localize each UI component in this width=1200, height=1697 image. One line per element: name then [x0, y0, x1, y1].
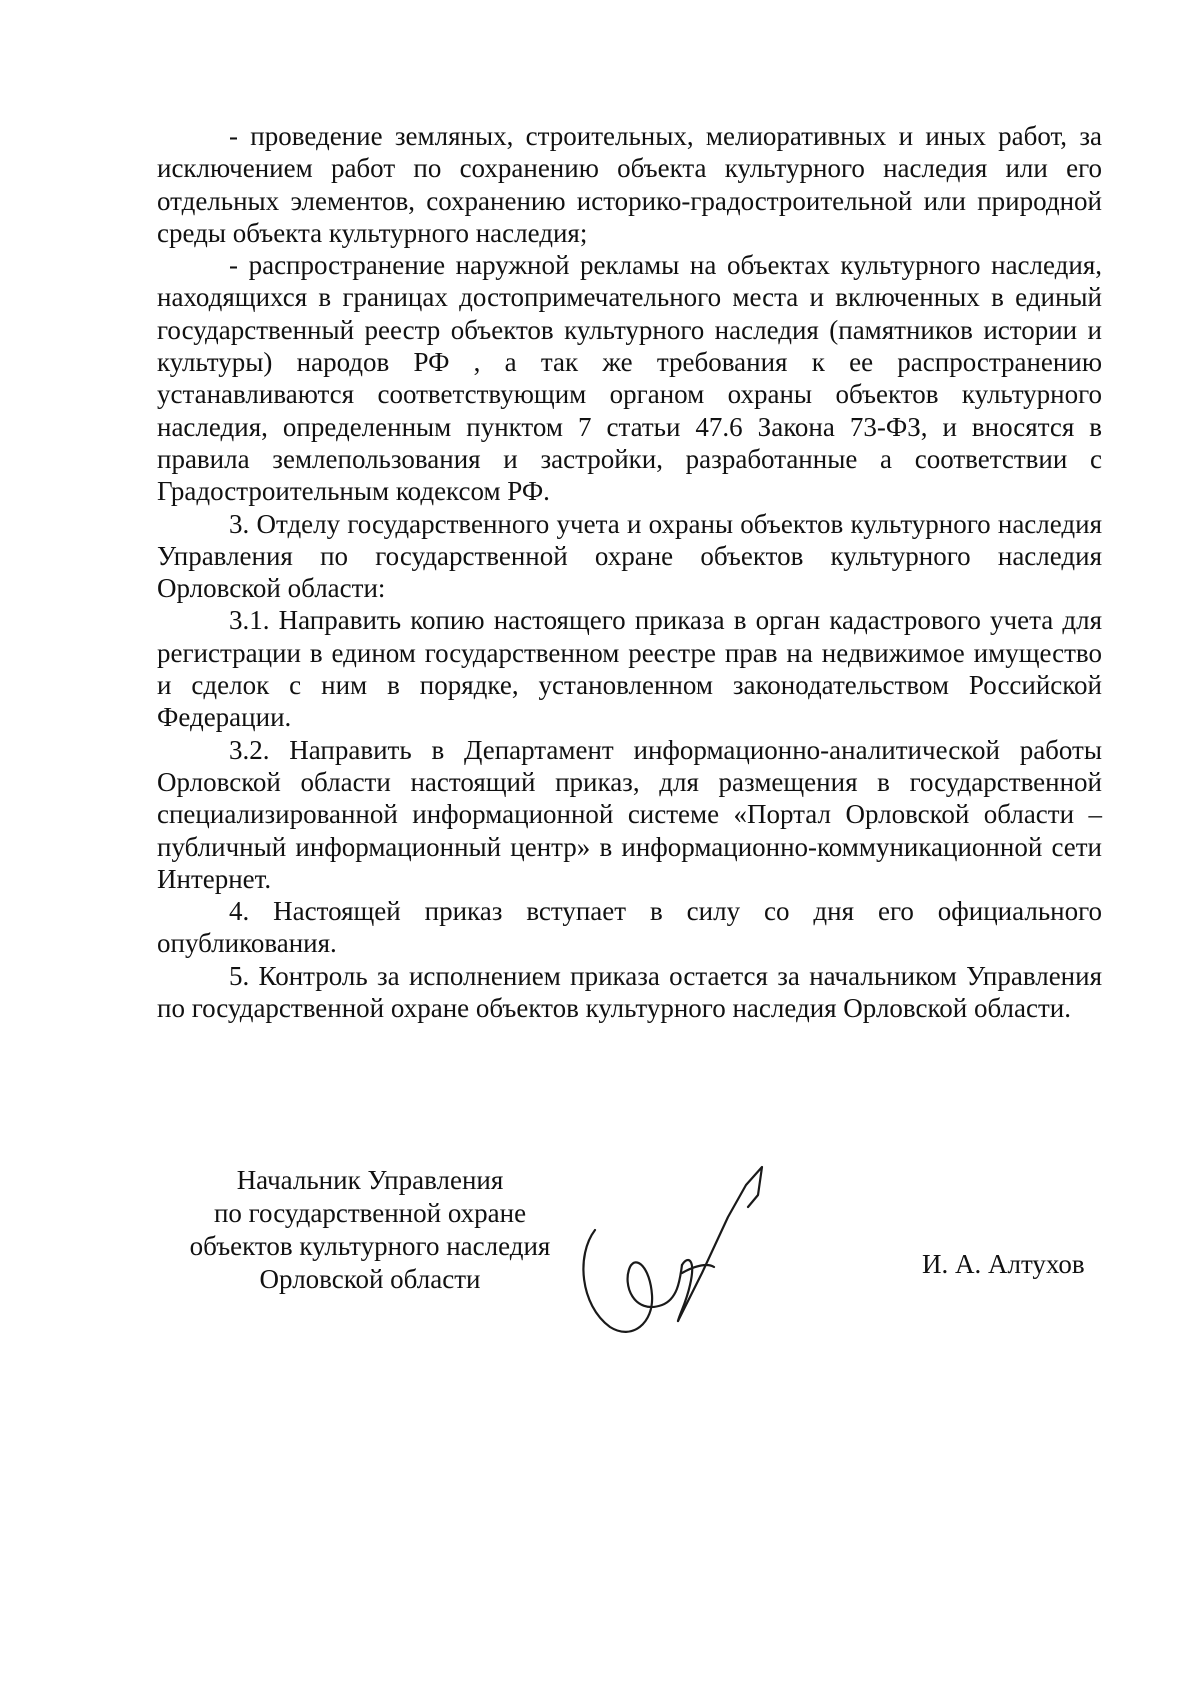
paragraph-item-3-1: 3.1. Направить копию настоящего приказа в орган кадастрового учета для регистрации в едином государственном реестре прав на недвижимое имущество и сделок с ним в порядке, установленном законодательством Российской Федерации. — [157, 605, 1102, 733]
position-line: объектов культурного наследия — [189, 1231, 551, 1261]
document-body — [157, 120, 1102, 1024]
paragraph-item-3: 3. Отделу государственного учета и охраны объектов культурного наследия Управления по государственной охране объектов культурного наследия Орловской области: — [157, 508, 1102, 604]
signatory-name: И. А. Алтухов — [922, 1249, 1085, 1279]
paragraph-earthworks: - проведение земляных, строительных, мелиоративных и иных работ, за исключением работ по сохранению объекта культурного наследия или его отдельных элементов, сохранению историко-градостроительной или природной среды объекта культурного наследия; — [157, 121, 1102, 248]
position-line: по государственной охране — [213, 1198, 527, 1228]
handwritten-signature — [570, 1155, 810, 1340]
paragraph-item-5: 5. Контроль за исполнением приказа остается за начальником Управления по государственной охране объектов культурного наследия Орловской области. — [157, 960, 1102, 1024]
paragraph-outdoor-advertising: - распространение наружной рекламы на объектах культурного наследия, находящихся в границах достопримечательного места и включенных в единый государственный реестр объектов культурного наследия (памятников истории и культуры) народов РФ , а так же требования к ее распространению устанавливаются соответствующим органом охраны объектов культурного наследия, определенным пунктом 7 статьи 47.6 Закона 73-ФЗ, и вносятся в правила землепользования и застройки, разработанные а соответствии с Градостроительным кодексом РФ. — [157, 250, 1102, 507]
paragraph-item-3-2: 3.2. Направить в Департамент информационно-аналитической работы Орловской области настоящий приказ, для размещения в государственной специализированной информационной системе «Портал Орловской области – публичный информационный центр» в информационно-коммуникационной сети Интернет. — [157, 734, 1102, 894]
position-line: Орловской области — [259, 1264, 481, 1294]
position-line: Начальник Управления — [236, 1165, 504, 1195]
paragraph-item-4: 4. Настоящей приказ вступает в силу со дня его официального опубликования. — [157, 896, 1102, 959]
signatory-position — [160, 1164, 580, 1296]
